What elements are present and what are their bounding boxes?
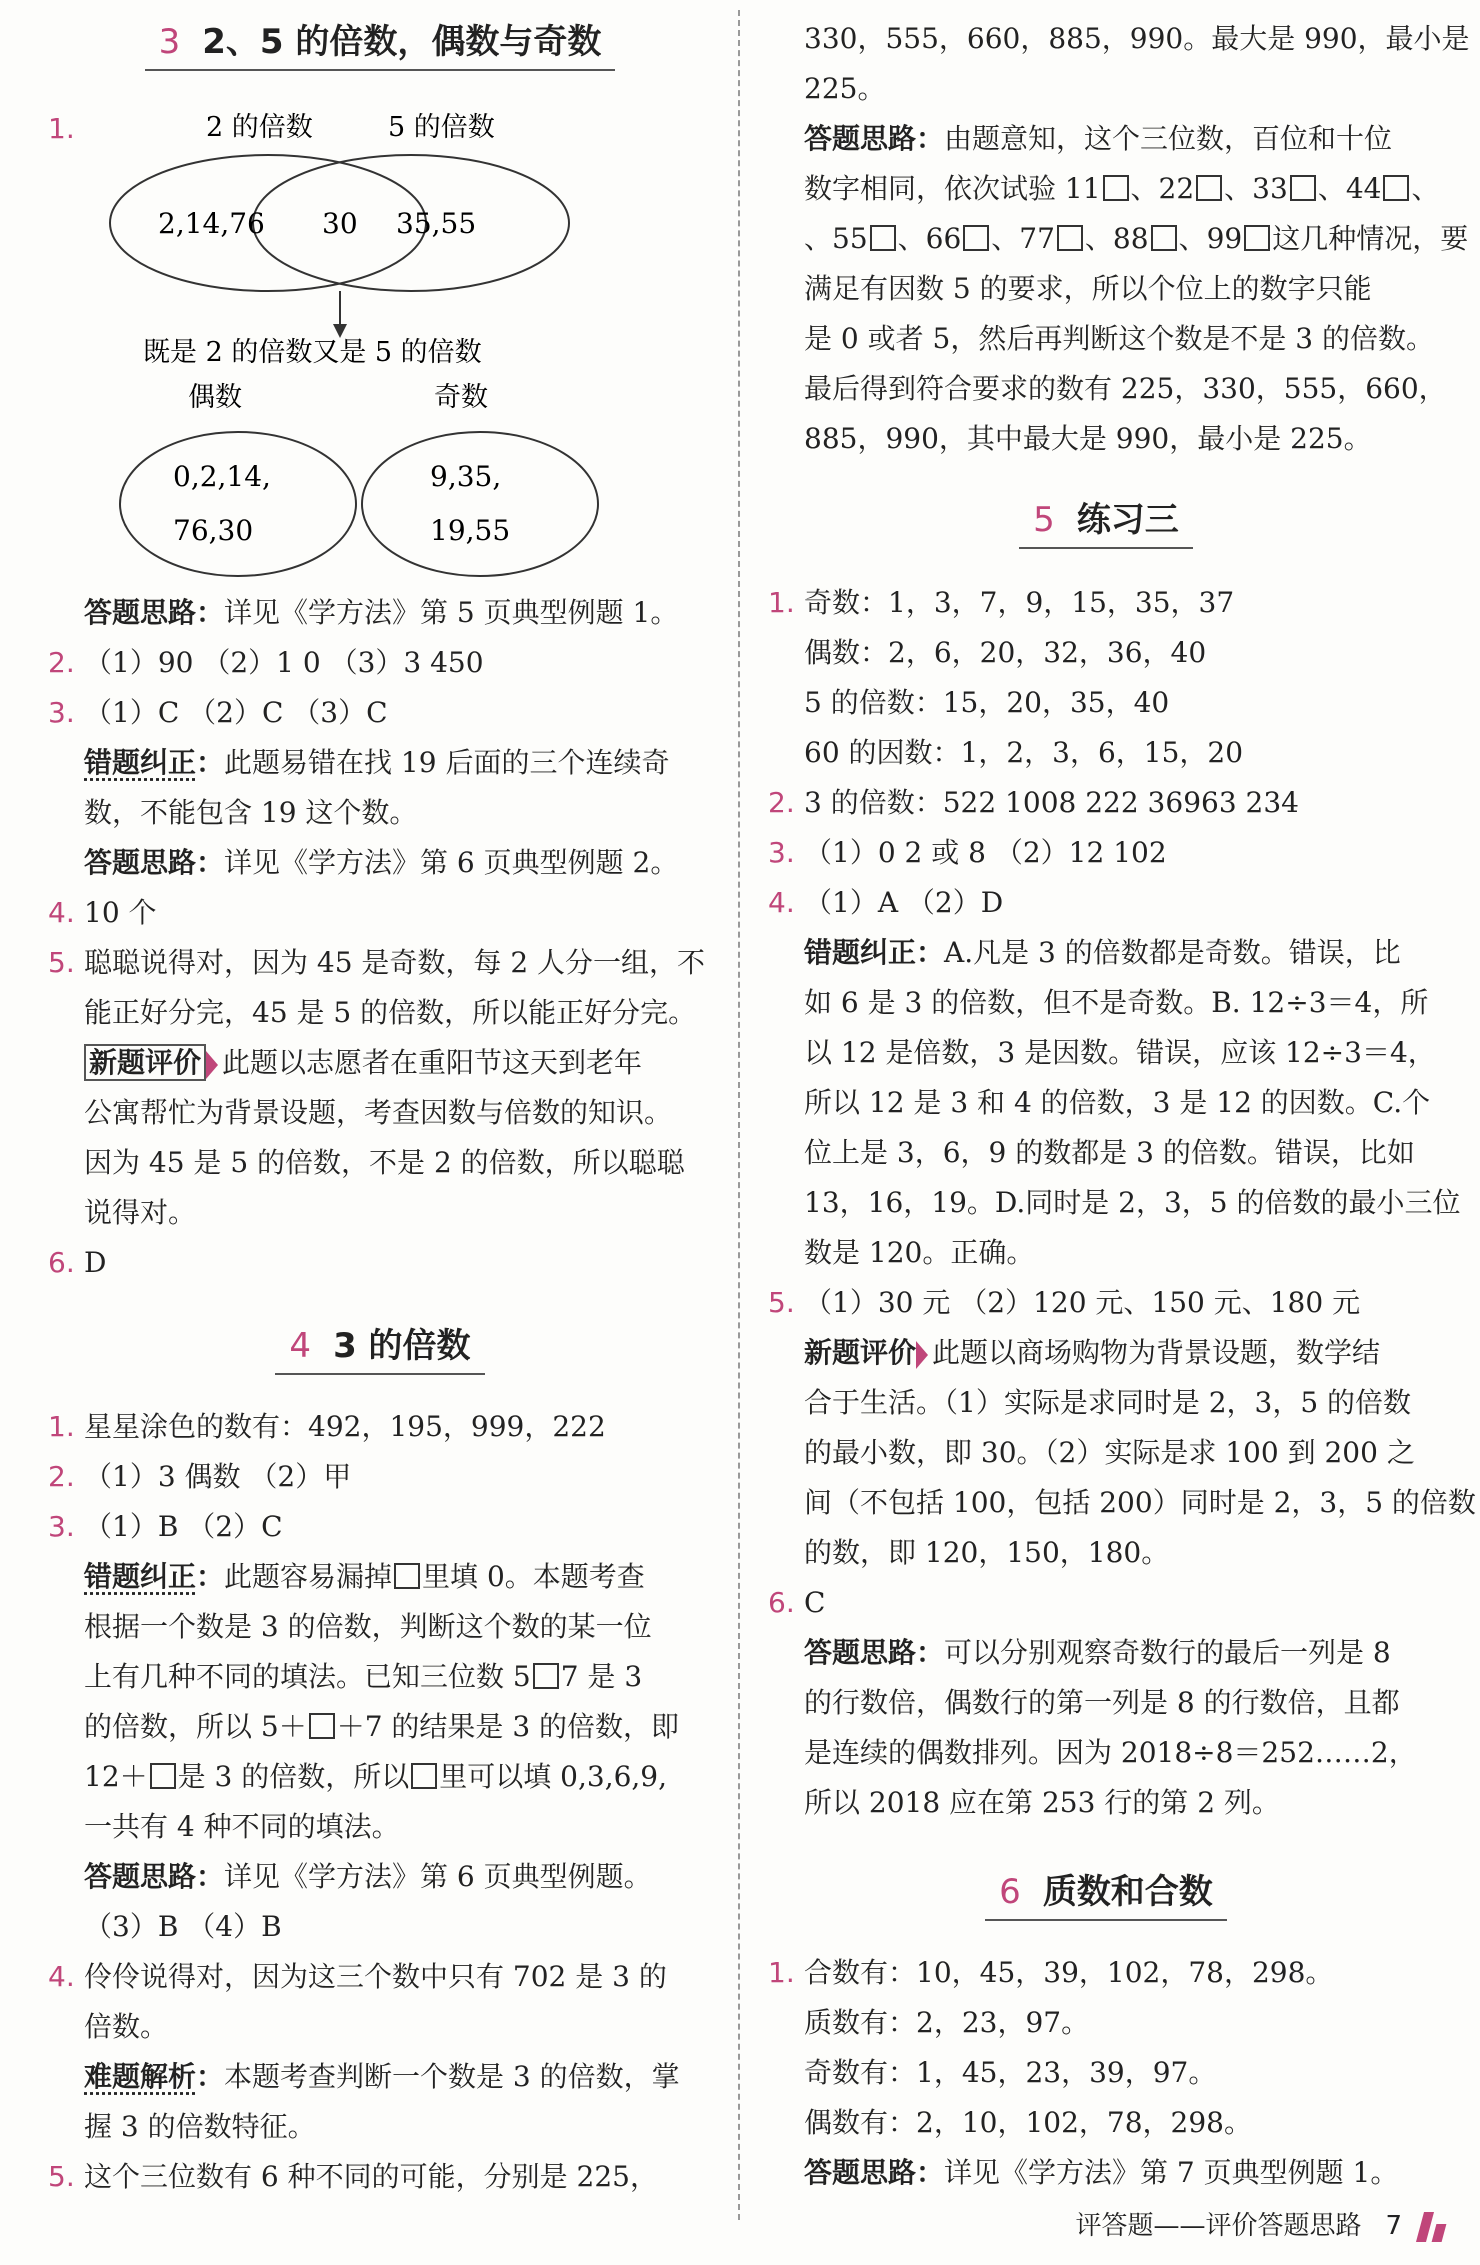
q6: 6. D (48, 1246, 107, 1279)
q3-error-2: 数，不能包含 19 这个数。 (84, 796, 418, 829)
p4-error-3: 以 12 是倍数，3 是因数。错误，应该 12÷3＝4， (804, 1036, 1436, 1069)
s4-q4-hard-2: 握 3 的倍数特征。 (84, 2110, 316, 2143)
footer-mark-small-icon (1432, 2224, 1447, 2242)
p4-error-5: 位上是 3，6，9 的数都是 3 的倍数。错误，比如 (804, 1136, 1415, 1169)
venn-both: 30 (322, 207, 358, 240)
even-label: 偶数 (188, 382, 242, 413)
p1-d: 60 的因数：1，2，3，6，15，20 (804, 736, 1244, 769)
p5: 5. （1）30 元 （2）120 元、150 元、180 元 (768, 1286, 1361, 1319)
venn-diagram (78, 100, 638, 580)
z1-d: 偶数有：2，10，102，78，298。 (804, 2106, 1252, 2139)
s4-q3-think: 答题思路：详见《学方法》第 6 页典型例题。 (84, 1860, 652, 1893)
q3: 3. （1）C （2）C （3）C (48, 696, 388, 729)
p1-b: 偶数：2，6，20，32，36，40 (804, 636, 1207, 669)
z1-a: 1. 合数有：10，45，39，102，78，298。 (768, 1956, 1334, 1989)
blank-box (309, 1713, 335, 1739)
column-divider (738, 10, 740, 2220)
p5-new-2: 合于生活。（1）实际是求同时是 2，3，5 的倍数 (804, 1386, 1412, 1419)
p1-a: 1. 奇数：1，3，7，9，15，35，37 (768, 586, 1235, 619)
p2: 2. 3 的倍数：522 1008 222 36963 234 (768, 786, 1299, 819)
z1-b: 质数有：2，23，97。 (804, 2006, 1090, 2039)
odd-circle (362, 432, 598, 576)
blank-box (1290, 175, 1316, 201)
blank-box (150, 1763, 176, 1789)
s4-q5-think-5: 是 0 或者 5，然后再判断这个数是不是 3 的倍数。 (804, 322, 1434, 355)
page-footer (1075, 2205, 1444, 2242)
odd-values-1: 9,35, (430, 460, 502, 493)
blank-box (1103, 175, 1129, 201)
venn-only-2: 2,14,76 (158, 207, 265, 240)
p5-new-1: 新题评价 此题以商场购物为背景设题，数学结 (804, 1336, 1381, 1369)
blank-box (1151, 225, 1177, 251)
s4-q5-line-3: 225。 (804, 72, 886, 105)
section-3-heading: 3 2、5 的倍数，偶数与奇数 (48, 14, 712, 71)
odd-label: 奇数 (434, 382, 488, 413)
s4-q5-think-6: 最后得到符合要求的数有 225，330，555，660， (804, 372, 1447, 405)
s4-q4-hard-1: 难题解析：本题考查判断一个数是 3 的倍数，掌 (84, 2060, 680, 2093)
p4-error-6: 13，16，19。D.同时是 2，3，5 的倍数的最小三位 (804, 1186, 1461, 1219)
s4-q2: 2. （1）3 偶数 （2）甲 (48, 1460, 352, 1493)
s4-q3-error-1: 错题纠正：此题容易漏掉 里填 0。本题考查 (84, 1560, 645, 1593)
venn-only-5: 35,55 (396, 207, 477, 240)
s4-q3-error-2: 根据一个数是 3 的倍数，判断这个数的某一位 (84, 1610, 652, 1643)
s4-q5-think-7: 885，990，其中最大是 990，最小是 225。 (804, 422, 1372, 455)
z1-think: 答题思路：详见《学方法》第 7 页典型例题 1。 (804, 2156, 1399, 2189)
p5-new-4: 间（不包括 100，包括 200）同时是 2，3，5 的倍数 (804, 1486, 1476, 1519)
s4-q1: 1. 星星涂色的数有：492，195，999，222 (48, 1410, 606, 1443)
blank-box (1196, 175, 1222, 201)
blank-box (411, 1763, 437, 1789)
q4: 4. 10 个 (48, 896, 157, 929)
q5-new-1: 新题评价 此题以志愿者在重阳节这天到老年 (48, 1038, 712, 1088)
s4-q4-line-1: 4. 伶伶说得对，因为这三个数中只有 702 是 3 的 (48, 1960, 667, 1993)
s4-q3-error-3: 上有几种不同的填法。已知三位数 5 7 是 3 (84, 1660, 643, 1693)
q5-new-4: 说得对。 (84, 1196, 197, 1229)
p4: 4. （1）A （2）D (768, 886, 1004, 919)
s4-q3-more: （3）B （4）B (84, 1910, 282, 1943)
tag-arrow-icon (916, 1341, 928, 1369)
s4-q5-think-3: 、55 、66 、77 、88 、99 这几种情况，要 (804, 222, 1469, 255)
q1-think: 答题思路：详见《学方法》第 5 页典型例题 1。 (84, 596, 679, 629)
blank-box (533, 1663, 559, 1689)
venn-caption: 既是 2 的倍数又是 5 的倍数 (143, 337, 482, 368)
p6-think-2: 的行数倍，偶数行的第一列是 8 的行数倍，且都 (804, 1686, 1400, 1719)
z1-c: 奇数有：1，45，23，39，97。 (804, 2056, 1217, 2089)
s4-q3-error-4: 的倍数，所以 5＋ ＋7 的结果是 3 的倍数，即 (84, 1710, 680, 1743)
p4-error-7: 数是 120。正确。 (804, 1236, 1035, 1269)
p4-error-1: 错题纠正：A.凡是 3 的倍数都是奇数。错误，比 (804, 936, 1401, 969)
s4-q3: 3. （1）B （2）C (48, 1510, 283, 1543)
s4-q5-think-1: 答题思路：由题意知，这个三位数，百位和十位 (804, 122, 1393, 155)
footer-text: 评答题——评价答题思路 (1075, 2211, 1362, 2241)
s4-q5-line-1: 5. 这个三位数有 6 种不同的可能，分别是 225， (48, 2160, 658, 2193)
odd-values-2: 19,55 (430, 514, 511, 547)
q5-new-2: 公寓帮忙为背景设题，考查因数与倍数的知识。 (84, 1096, 673, 1129)
section-6-heading: 6 质数和合数 (768, 1864, 1444, 1921)
q2: 2. （1）90 （2）1 0 （3）3 450 (48, 646, 484, 679)
q5-line-1: 5. 聪聪说得对，因为 45 是奇数，每 2 人分一组，不 (48, 946, 706, 979)
section-3-title: 2、5 的倍数，偶数与奇数 (202, 22, 602, 62)
page-number: 7 (1385, 2211, 1402, 2241)
q3-think: 答题思路：详见《学方法》第 6 页典型例题 2。 (84, 846, 679, 879)
q3-error-1: 错题纠正：此题易错在找 19 后面的三个连续奇 (84, 746, 670, 779)
venn-label-2: 2 的倍数 (206, 112, 313, 143)
s4-q3-error-5: 12＋ 是 3 的倍数，所以 里可以填 0,3,6,9, (84, 1760, 668, 1793)
blank-box (394, 1563, 420, 1589)
p6-think-4: 所以 2018 应在第 253 行的第 2 列。 (804, 1786, 1280, 1819)
q1-number: 1. (48, 112, 75, 145)
s4-q5-think-4: 满足有因数 5 的要求，所以个位上的数字只能 (804, 272, 1372, 305)
q5-new-3: 因为 45 是 5 的倍数，不是 2 的倍数，所以聪聪 (84, 1146, 685, 1179)
p3: 3. （1）0 2 或 8 （2）12 102 (768, 836, 1167, 869)
s4-q3-error-6: 一共有 4 种不同的填法。 (84, 1810, 400, 1843)
p1-c: 5 的倍数：15，20，35，40 (804, 686, 1170, 719)
blank-box (1057, 225, 1083, 251)
blank-box (1383, 175, 1409, 201)
blank-box (870, 225, 896, 251)
s4-q4-line-2: 倍数。 (84, 2010, 169, 2043)
blank-box (1244, 225, 1270, 251)
q5-line-2: 能正好分完，45 是 5 的倍数，所以能正好分完。 (84, 996, 697, 1029)
s4-q5-think-2: 数字相同，依次试验 11 、22 、33 、44 、 (804, 172, 1440, 205)
footer-mark-icon (1416, 2212, 1434, 2242)
tag-arrow-icon (206, 1051, 218, 1079)
p6: 6. C (768, 1586, 826, 1619)
venn-arrowhead (333, 324, 347, 338)
blank-box (963, 225, 989, 251)
p6-think-1: 答题思路：可以分别观察奇数行的最后一列是 8 (804, 1636, 1391, 1669)
p4-error-4: 所以 12 是 3 和 4 的倍数，3 是 12 的因数。C.个 (804, 1086, 1431, 1119)
even-values-1: 0,2,14, (173, 460, 271, 493)
s4-q5-line-2: 330，555，660，885，990。最大是 990，最小是 (804, 22, 1470, 55)
section-5-heading: 5 练习三 (768, 492, 1444, 549)
p5-new-5: 的数，即 120，150，180。 (804, 1536, 1170, 1569)
p5-new-3: 的最小数，即 30。（2）实际是求 100 到 200 之 (804, 1436, 1415, 1469)
p6-think-3: 是连续的偶数排列。因为 2018÷8＝252……2， (804, 1736, 1417, 1769)
even-circle (120, 432, 356, 576)
even-values-2: 76,30 (173, 514, 254, 547)
venn-label-5: 5 的倍数 (388, 112, 495, 143)
p4-error-2: 如 6 是 3 的倍数，但不是奇数。B. 12÷3＝4，所 (804, 986, 1429, 1019)
section-4-heading: 4 3 的倍数 (48, 1318, 712, 1375)
